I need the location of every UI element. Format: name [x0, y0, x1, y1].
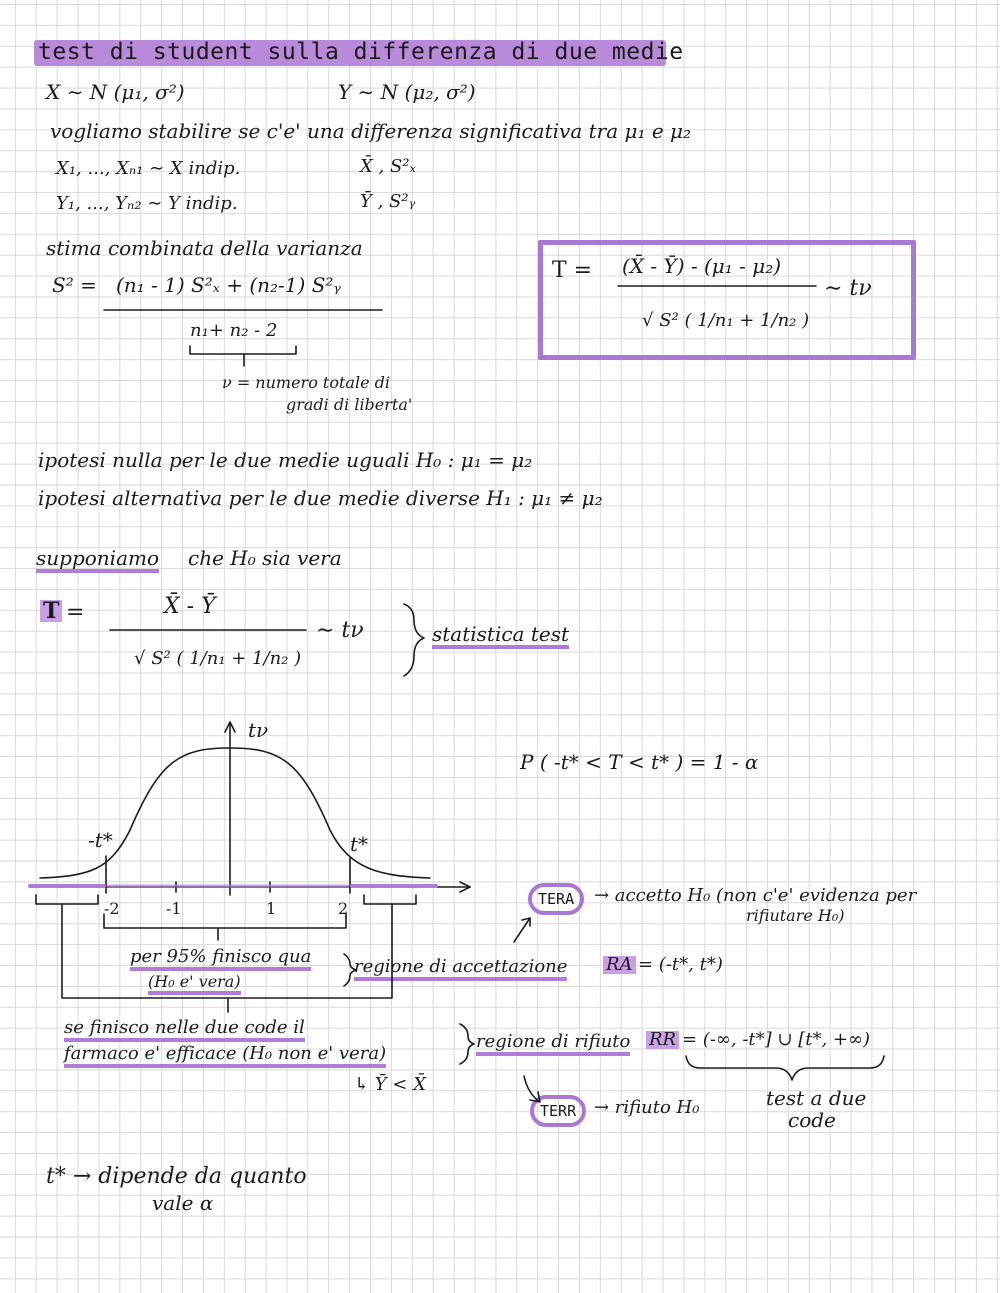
tstar-note-line2: vale α: [152, 1191, 214, 1215]
acceptance-bracket: [104, 914, 346, 940]
right-tail-bracket: [364, 895, 416, 904]
rr-label: RR: [646, 1031, 679, 1049]
terr-arrow: [524, 1076, 540, 1102]
goal-text: vogliamo stabilire se c'e' una differenza significativa tra μ₁ e μ₂: [50, 119, 692, 143]
acceptance-brace: [344, 954, 356, 986]
pooled-heading: stima combinata della varianza: [46, 236, 363, 260]
t-numerator: X̄ - Ȳ: [164, 594, 216, 619]
rejection-note-line2: farmaco e' efficace (H₀ non e' vera): [64, 1045, 386, 1068]
tera-text-line1: → accetto H₀ (non c'e' evidenza per: [594, 885, 917, 906]
dof-note-line2: gradi di liberta': [286, 395, 413, 414]
dof-note-line1: ν = numero totale di: [222, 373, 390, 392]
left-tail-bracket: [36, 895, 98, 904]
tick-label: -2: [104, 899, 120, 918]
box-t-lhs: T =: [552, 258, 593, 283]
rejection-note-line1: se finisco nelle due code il: [64, 1019, 305, 1042]
t-equals: =: [66, 600, 85, 625]
t-denominator: √ S² ( 1/n₁ + 1/n₂ ): [134, 648, 302, 669]
two-tail-line1: test a due: [766, 1086, 867, 1110]
dist-x: X ∼ N (μ₁, σ²): [46, 80, 185, 104]
tail-note: ↳ Ȳ < X̄: [354, 1074, 427, 1095]
terr-text: → rifiuto H₀: [594, 1097, 700, 1118]
tick-label: 1: [266, 899, 277, 918]
sample-x: X₁, ..., Xₙ₁ ∼ X indip.: [56, 158, 241, 179]
graph-y-label: tν: [248, 718, 269, 742]
ra-label: RA: [603, 956, 636, 974]
tick-label: 2: [338, 899, 349, 918]
t-symbol: T: [40, 600, 62, 622]
page-title: test di student sulla differenza di due medie: [38, 39, 684, 65]
stats-x: X̄ , S²ₓ: [360, 156, 416, 177]
pos-t-star: t*: [350, 832, 369, 856]
rejection-brace: [460, 1024, 474, 1064]
sample-y: Y₁, ..., Yₙ₂ ∼ Y indip.: [56, 193, 238, 214]
statistic-brace: [404, 604, 424, 676]
pooled-lhs: S² =: [52, 273, 97, 297]
suppose-rest: che H₀ sia vera: [188, 546, 342, 570]
tstar-note-line1: t* → dipende da quanto: [46, 1164, 307, 1189]
suppose-word: supponiamo: [36, 548, 159, 573]
two-tail-line2: code: [788, 1108, 836, 1132]
rejection-region-label: regione di rifiuto: [476, 1033, 630, 1056]
ra-value: = (-t*, t*): [638, 954, 723, 975]
pooled-numerator: (n₁ - 1) S²ₓ + (n₂-1) S²ᵧ: [116, 273, 341, 297]
null-hypothesis: ipotesi nulla per le due medie uguali H₀ : μ₁ = μ₂: [38, 448, 533, 472]
tick-label: -1: [166, 899, 182, 918]
probability-statement: P ( -t* < T < t* ) = 1 - α: [520, 750, 759, 774]
bell-curve: [40, 748, 430, 878]
tera-badge: TERA: [528, 883, 584, 915]
alternative-hypothesis: ipotesi alternativa per le due medie diverse H₁ : μ₁ ≠ μ₂: [38, 486, 603, 510]
tera-arrow: [514, 918, 530, 942]
neg-t-star: -t*: [88, 828, 113, 852]
rr-value: = (-∞, -t*] ∪ [t*, +∞): [682, 1029, 871, 1050]
terr-badge: TERR: [530, 1095, 586, 1127]
test-statistic-label: statistica test: [432, 624, 569, 649]
tails-connector: [62, 904, 392, 998]
two-tail-brace: [686, 1056, 884, 1080]
acceptance-note-line2: (H₀ e' vera): [148, 974, 241, 995]
box-denominator: √ S² ( 1/n₁ + 1/n₂ ): [642, 310, 810, 331]
box-numerator: (X̄ - Ȳ) - (μ₁ - μ₂): [622, 254, 782, 278]
acceptance-region-label: regione di accettazione: [354, 958, 567, 981]
tera-text-line2: rifiutare H₀): [746, 906, 845, 925]
stats-y: Ȳ , S²ᵧ: [360, 191, 416, 212]
acceptance-note-line1: per 95% finisco qua: [130, 948, 311, 971]
pooled-denominator: n₁+ n₂ - 2: [190, 320, 278, 341]
box-distribution: ∼ tν: [824, 276, 872, 301]
dist-y: Y ∼ N (μ₂, σ²): [338, 80, 476, 104]
dof-brace: [190, 346, 296, 366]
t-distribution: ∼ tν: [316, 618, 364, 643]
